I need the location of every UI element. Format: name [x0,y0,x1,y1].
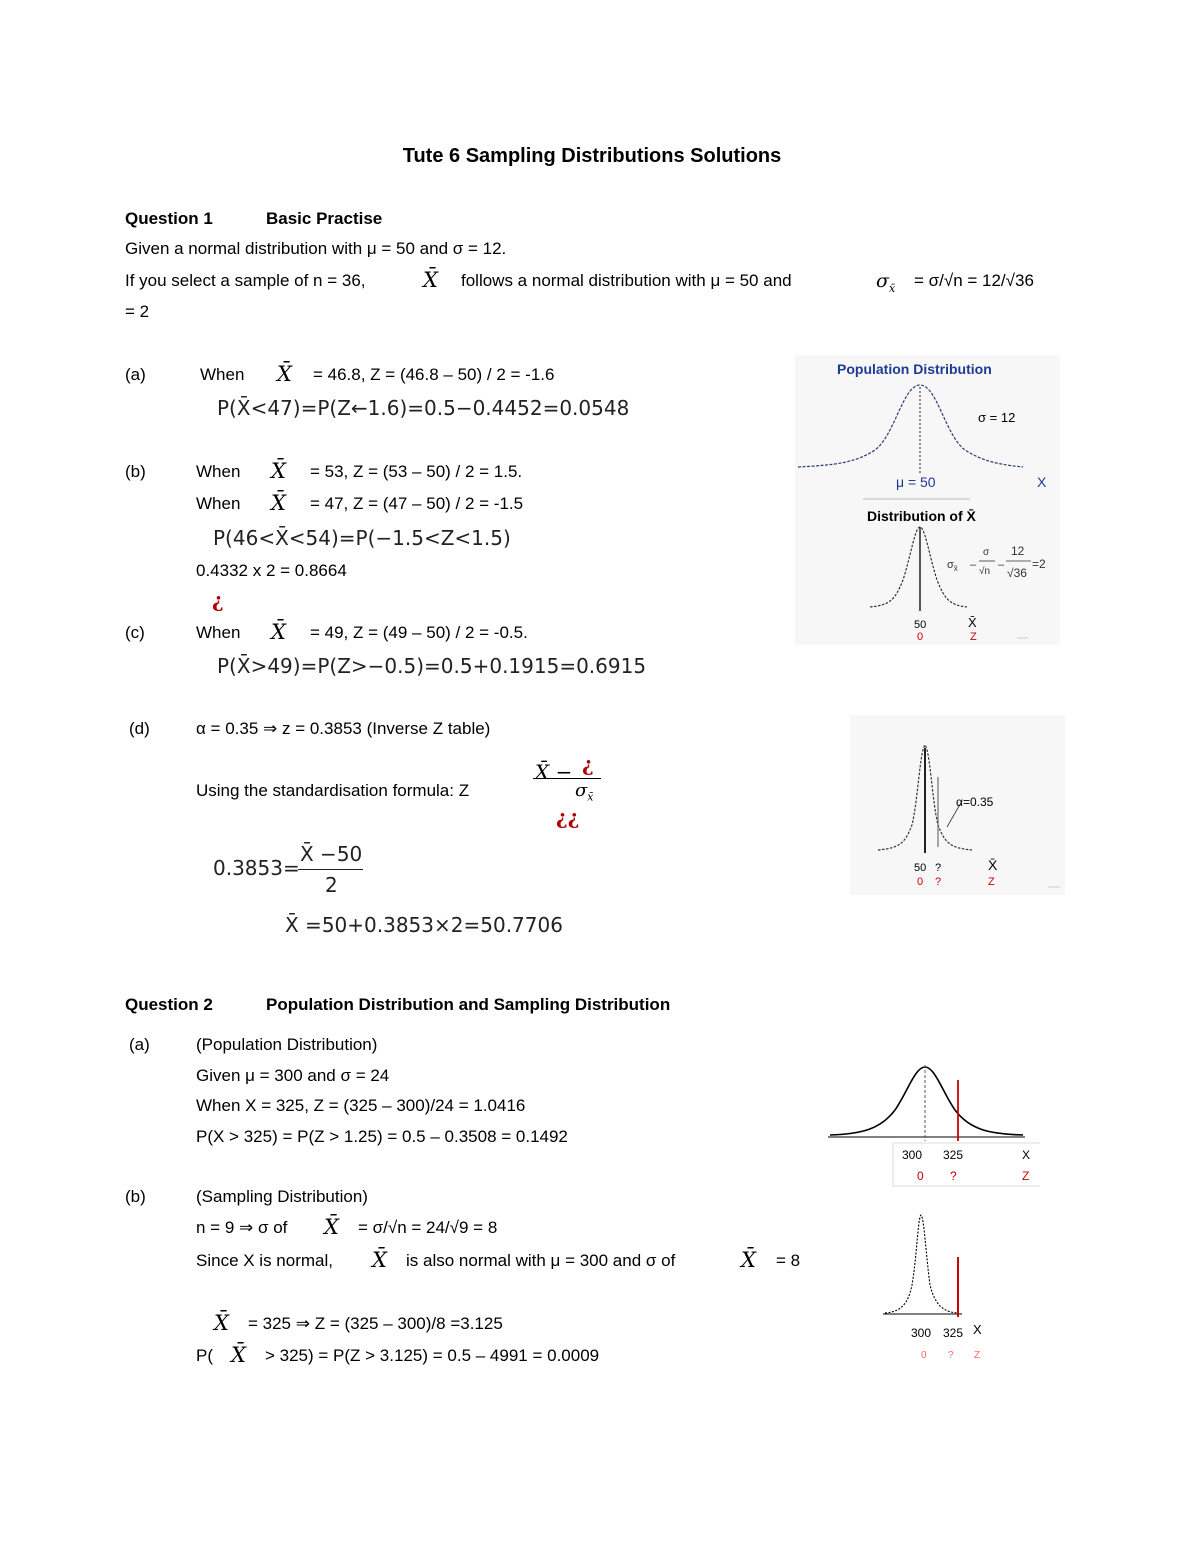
tick-question: ? [948,1350,954,1361]
q2-b-p-pre: P( [196,1346,213,1365]
tick-0: 0 [921,1350,927,1361]
tick-0: 0 [917,876,924,888]
q1-sample-cont: = 2 [125,302,150,321]
q1-b-glyph: ¿ [212,588,224,612]
q1-c-when: When [196,623,241,642]
tick-z: Z [1022,1169,1030,1183]
tick-325: 325 [943,1326,964,1340]
xbar-symbol: X̄ [741,1248,756,1272]
q2-b-since-pre: Since X is normal, [196,1251,333,1270]
q1-d-final: X̄ =50+0.3853×2=50.7706 [285,913,563,937]
tick-question-2: ? [935,876,942,888]
eq-sign-2: – [998,559,1005,571]
q2-heading-number: Question 2 [125,995,213,1014]
q1-b-calc-1: = 53, Z = (53 – 50) / 2 = 1.5. [310,462,523,481]
tick-xbar: X̄ [968,615,977,630]
q1-b-probability: P(46<X̄<54)=P(−1.5<Z<1.5) [213,526,511,550]
figure-background [795,355,1060,645]
figure-sampling-300 [880,1205,1000,1365]
q1-c-probability: P(X̄>49)=P(Z>−0.5)=0.5+0.1915=0.6915 [217,654,647,678]
q2-a-title: (Population Distribution) [196,1035,378,1054]
q2-b-since-mid: is also normal with μ = 300 and σ of [406,1251,676,1270]
sigma-xbar-symbol: $\sigma_{x̄}$ [876,270,896,295]
tick-z: Z [974,1350,981,1361]
formula-missing-glyph-2: ¿¿ [556,805,580,829]
q2-a-probability: P(X > 325) = P(Z > 1.25) = 0.5 – 0.3508 = 0.1492 [196,1127,568,1146]
xbar-symbol: X̄ [271,491,286,515]
tick-z: Z [970,631,977,643]
tick-300: 300 [902,1148,923,1162]
q1-d-formula: Using the standardisation formula: Z [196,781,470,800]
tick-50: 50 [914,862,927,874]
figure-top-title: Population Distribution [837,361,992,377]
xbar-symbol: X̄ [324,1215,339,1239]
population-sigma-label: σ = 12 [978,410,1016,425]
q1-b-when-1: When [196,462,241,481]
frac1-denominator: √n [979,566,991,577]
tick-x: X [973,1322,982,1337]
alpha-label: α=0.35 [956,795,994,809]
figure-alpha-distribution [850,715,1065,895]
figure-population-300 [825,1055,1045,1190]
q1-heading-number: Question 1 [125,209,213,228]
xbar-symbol: X̄ [423,268,438,292]
q1-d-eq-fraction-bar [298,869,363,870]
q1-c-calc: = 49, Z = (49 – 50) / 2 = -0.5. [310,623,528,642]
q1-d-eq-numerator: X̄ −50 [300,842,363,866]
population-300-curve [830,1067,1023,1135]
population-x-label: X [1037,474,1047,490]
q2-b-label: (b) [125,1187,146,1206]
population-mu-label: μ = 50 [896,474,936,490]
tick-x: X [1022,1148,1031,1162]
q2-b-n-post: = σ/√n = 24/√9 = 8 [358,1218,498,1237]
formula-numerator: X̄ − [535,760,573,784]
q2-b-since-post: = 8 [776,1251,801,1270]
figure-bottom-title: Distribution of X̄ [867,508,976,524]
q1-sample-pre: If you select a sample of n = 36, [125,271,366,290]
frac1-numerator: σ [983,547,990,558]
q2-heading-text: Population Distribution and Sampling Distribution [266,995,671,1014]
page-title: Tute 6 Sampling Distributions Solutions [402,145,782,167]
q2-a-label: (a) [129,1035,150,1054]
q1-b-result: 0.4332 x 2 = 0.8664 [196,561,347,580]
q1-a-when: When [200,365,245,384]
q1-heading-text: Basic Practise [266,209,383,228]
xbar-symbol: X̄ [271,620,286,644]
q2-a-when: When X = 325, Z = (325 – 300)/24 = 1.0416 [196,1096,526,1115]
formula-denominator: $\sigma_{x̄}$ [575,780,594,804]
tick-0: 0 [917,1169,924,1183]
q2-b-p-post: > 325) = P(Z > 3.125) = 0.5 – 4991 = 0.0009 [265,1346,600,1365]
q1-a-calc: = 46.8, Z = (46.8 – 50) / 2 = -1.6 [313,365,555,384]
tick-xbar: X̄ [988,857,998,873]
tick-50: 50 [914,619,927,631]
eq-sign: – [970,559,977,571]
xbar-symbol: X̄ [231,1343,246,1367]
q1-b-when-2: When [196,494,241,513]
sampling-300-curve [885,1215,958,1313]
q1-d-label: (d) [129,719,150,738]
q2-a-given: Given μ = 300 and σ = 24 [196,1066,390,1085]
q2-b-z: = 325 ⇒ Z = (325 – 300)/8 =3.125 [248,1314,503,1333]
q1-given: Given a normal distribution with μ = 50 and σ = 12. [125,239,507,258]
q1-sample-post: = σ/√n = 12/√36 [914,271,1034,290]
frac2-denominator: √36 [1007,566,1027,580]
formula-missing-glyph: ¿ [582,752,594,776]
formula-fraction-bar [533,778,601,779]
q1-d-line: α = 0.35 ⇒ z = 0.3853 (Inverse Z table) [196,719,491,738]
frac2-numerator: 12 [1011,544,1025,558]
q2-b-n-pre: n = 9 ⇒ σ of [196,1218,288,1237]
q1-a-probability: P(X̄<47)=P(Z←1.6)=0.5−0.4452=0.0548 [217,396,630,420]
eq-result: =2 [1032,557,1046,571]
xbar-symbol: X̄ [372,1248,387,1272]
tick-question: ? [935,862,942,874]
tick-325: 325 [943,1148,964,1162]
q1-b-calc-2: = 47, Z = (47 – 50) / 2 = -1.5 [310,494,524,513]
q1-c-label: (c) [125,623,145,642]
q1-a-label: (a) [125,365,146,384]
tick-300: 300 [911,1326,932,1340]
tick-0: 0 [917,631,924,643]
q2-b-title: (Sampling Distribution) [196,1187,368,1206]
q1-b-label: (b) [125,462,146,481]
tick-question: ? [950,1169,957,1183]
xbar-symbol: X̄ [214,1311,229,1335]
q1-sample-mid: follows a normal distribution with μ = 50 and [461,271,792,290]
q1-d-eq-denominator: 2 [325,873,338,897]
xbar-symbol: X̄ [277,362,292,386]
xbar-symbol: X̄ [271,459,286,483]
q1-d-eq-lhs: 0.3853= [213,856,300,880]
sigma-xbar-label: $\sigma_{x̄}$ [947,559,958,573]
tick-z: Z [988,876,995,888]
figure-population-and-sampling-distribution [795,355,1060,645]
